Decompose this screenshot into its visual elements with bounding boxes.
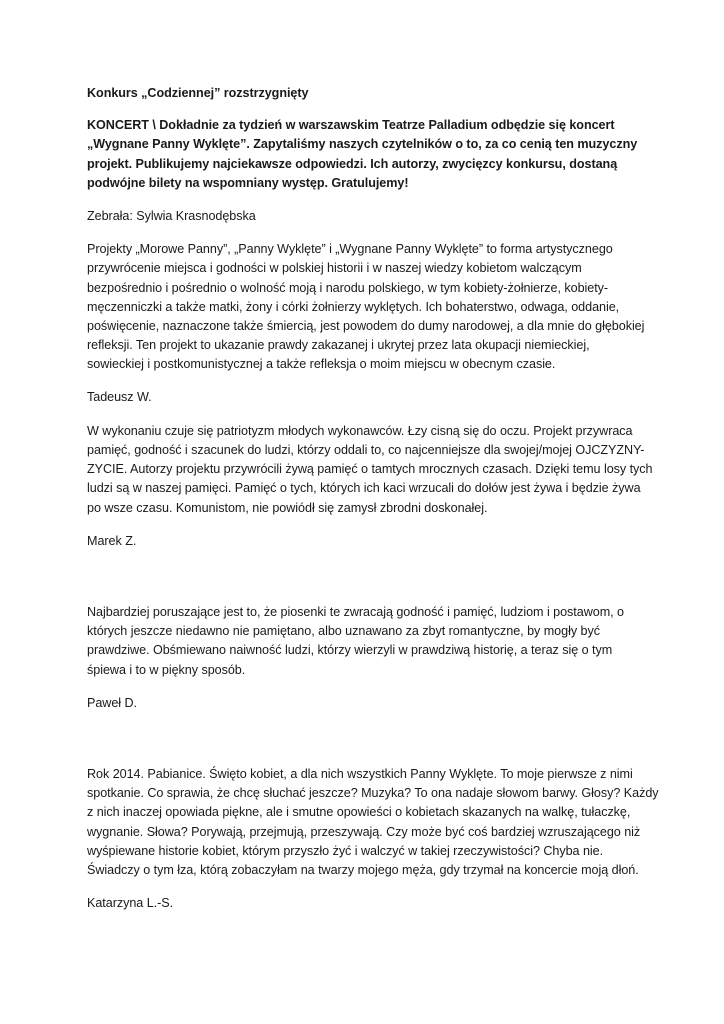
collected-by: Zebrała: Sylwia Krasnodębska (87, 209, 256, 224)
article-title: Konkurs „Codziennej” rozstrzygnięty (87, 86, 309, 100)
article-body (87, 84, 659, 914)
response-line: poświęcenie, naznaczone także śmiercią, jest powodem do dumy narodowej, a dla mnie do głębokiej (87, 319, 645, 334)
lead-line: KONCERT \ Dokładnie za tydzień w warszawskim Teatrze Palladium odbędzie się koncert (87, 118, 615, 133)
response-line: Świadczy o tym łza, którą zobaczyłam na twarzy mojego męża, gdy trzymał na koncercie moją dłoń. (87, 863, 639, 878)
response-line: spotkanie. Co sprawia, że chcę słuchać jeszcze? Muzyka? To ona nadaje słowom barwy. Głosy? Każdy (87, 786, 659, 801)
article-lead (87, 116, 643, 193)
response-author: Tadeusz W. (87, 389, 152, 404)
response-text (87, 765, 659, 880)
response-line: z nich inaczej opowiada piękne, ale i smutne opowieści o kobietach skazanych na walkę, tułaczkę, (87, 805, 631, 820)
response-line: Rok 2014. Pabianice. Święto kobiet, a dla nich wszystkich Panny Wyklęte. To moje pierwsze z nimi (87, 767, 633, 782)
response-line: śpiewa i to w piękny sposób. (87, 662, 246, 677)
response-line: wygnanie. Słowa? Porywają, przejmują, przeszywają. Czy może być coś bardziej wzruszającego niż (87, 824, 641, 839)
response-line: ZYCIE. Autorzy projektu przywrócili żywą pamięć o tamtych mrocznych czasach. Dzięki temu losy tych (87, 462, 653, 477)
response-line: Projekty „Morowe Panny”, „Panny Wyklęte” i „Wygnane Panny Wyklęte” to forma artystycznego (87, 242, 613, 257)
response-line: pamięć, godność i szacunek do ludzi, którzy oddali to, co najcenniejsze dla swojej/mojej OJCZYZNY- (87, 443, 645, 458)
lead-line: projekt. Publikujemy najciekawsze odpowiedzi. Ich autorzy, zwycięzcy konkursu, dostaną (87, 156, 618, 171)
response-line: bezpośrednio i pośrednio o wolność moją i narodu polskiego, w tym kobiety-żołnierze, kobiety- (87, 280, 609, 295)
response-line: prawdziwe. Obśmiewano naiwność ludzi, którzy wierzyli w prawdziwą historię, a teraz się o tym (87, 643, 613, 658)
response-text (87, 603, 643, 680)
response-text (87, 422, 653, 518)
response-text (87, 240, 643, 374)
response-author: Paweł D. (87, 695, 137, 710)
response-author: Katarzyna L.-S. (87, 896, 174, 911)
response-line: sowieckiej i postkomunistycznej a także refleksja o moim miejscu w obecnym czasie. (87, 357, 556, 372)
response-line: których jeszcze niedawno nie pamiętano, albo uznawano za zbyt romantyczne, by mogły być (87, 624, 600, 639)
response-line: po wsze czasu. Komunistom, nie powiódł się zamysł zbrodni doskonałej. (87, 500, 488, 515)
response-line: męczenniczki a także matki, żony i córki żołnierzy wyklętych. Ich bohaterstwo, odwaga, oddanie, (87, 299, 620, 314)
response-line: W wykonaniu czuje się patriotyzm młodych wykonawców. Łzy cisną się do oczu. Projekt przywraca (87, 423, 633, 438)
response-author: Marek Z. (87, 533, 137, 548)
lead-line: „Wygnane Panny Wyklęte”. Zapytaliśmy naszych czytelników o to, za co cenią ten muzyczny (87, 137, 638, 152)
response-line: Najbardziej poruszające jest to, że piosenki te zwracają godność i pamięć, ludziom i postawom, o (87, 605, 624, 620)
response-line: ludzi są w naszej pamięci. Pamięć o tych, których ich kaci wrzucali do dołów jest żywa i będzie żywa (87, 481, 641, 496)
response-line: przywrócenie miejsca i godności w polskiej historii i w naszej wiedzy kobietom walczącym (87, 261, 582, 276)
response-line: refleksji. Ten projekt to ukazanie prawdy zakazanej i ukrytej przez lata okupacji niemieckiej, (87, 338, 590, 353)
response-line: wyśpiewane historie kobiet, którym przyszło żyć i walczyć w takiej rzeczywistości? Chyba nie. (87, 843, 604, 858)
lead-line: podwójne bilety na wspomniany występ. Gratulujemy! (87, 175, 409, 190)
